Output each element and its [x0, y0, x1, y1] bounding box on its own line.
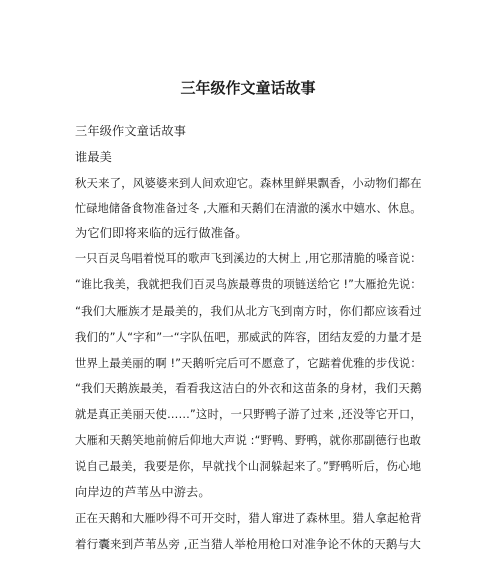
body-line: 大雁和天鹅笑地前俯后仰地大声说 :“野鸭、野鸭，就你那副德行也敢	[75, 433, 422, 447]
body-line: 说自己最美，我要是你，早就找个山洞躲起来了。”野鸭听后，伤心地	[75, 459, 422, 473]
body-line: 正在天鹅和大雁吵得不可开交时，猎人窜进了森林里。猎人拿起枪背	[75, 511, 422, 525]
body-line: 一只百灵鸟唱着悦耳的歌声飞到溪边的大树上 ,用它那清脆的嗓音说：	[75, 252, 422, 265]
body-line: 为它们即将来临的远行做准备。	[75, 226, 248, 240]
body-line: 三年级作文童话故事	[75, 124, 187, 138]
body-line: 着行囊来到芦苇丛旁 ,正当猎人举枪用枪口对准争论不休的天鹅与大	[75, 537, 421, 551]
document-title: 三年级作文童话故事	[180, 79, 316, 97]
body-line: 秋天来了，风婆婆来到人间欢迎它。森林里鲜果飘香，小动物们都在	[75, 176, 422, 190]
body-line: “我们大雁族才是最美的，我们从北方飞到南方时，你们都应该看过	[75, 304, 422, 318]
body-line: 就是真正美丽天使……”这时，一只野鸭子游了过来 ,还没等它开口，	[75, 407, 422, 421]
body-line: “我们天鹅族最美，看看我这洁白的外衣和这苗条的身材，我们天鹅	[75, 381, 422, 395]
body-line: 我们的”人“字和”一“字队伍吧，那威武的阵容，团结友爱的力量才是	[75, 330, 422, 344]
body-line: 世界上最美丽的啊 !”天鹅听完后可不愿意了，它踮着优雅的步伐说：	[75, 356, 422, 370]
body-line: 忙碌地储备食物准备过冬 ,大雁和天鹅们在清澈的溪水中嬉水、休息。	[75, 202, 422, 215]
section-heading: 谁最美	[75, 150, 113, 164]
body-line: 向岸边的芦苇丛中游去。	[75, 485, 211, 499]
body-line: “谁比我美，我就把我们百灵鸟族最尊贵的项链送给它 !”大雁抢先说：	[75, 278, 422, 291]
